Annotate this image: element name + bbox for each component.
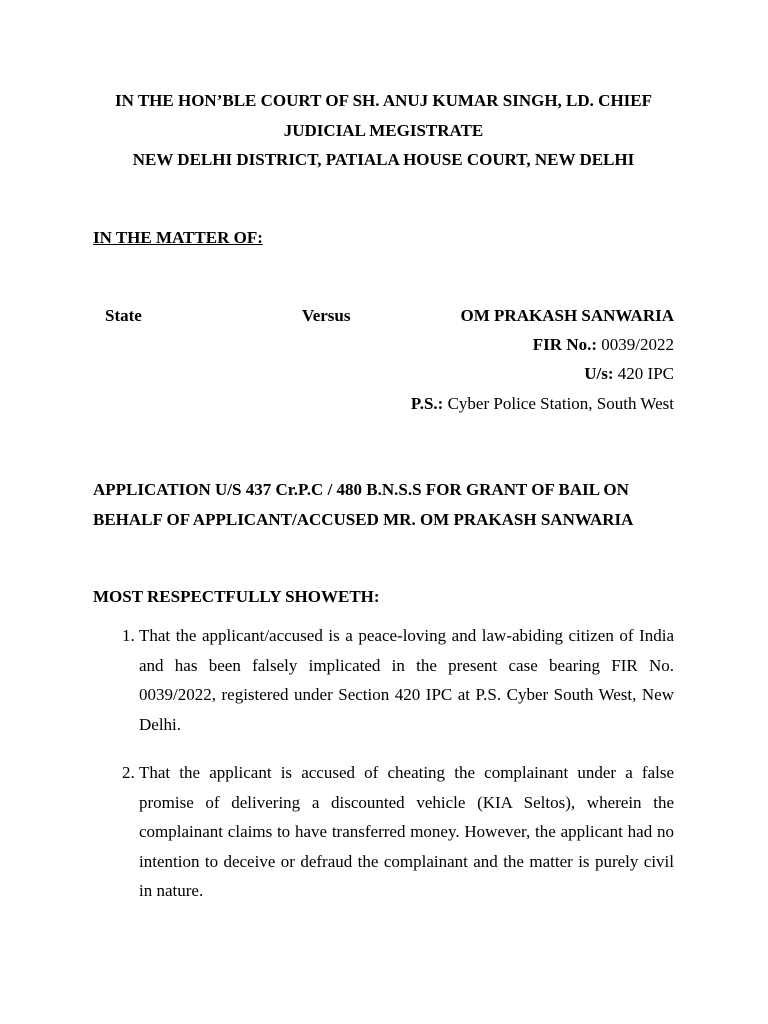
petitioner-name: State — [105, 305, 142, 325]
court-header-line-2: JUDICIAL MEGISTRATE — [283, 120, 484, 140]
application-title-line-2: BEHALF OF APPLICANT/ACCUSED MR. OM PRAKASH SANWARIA — [93, 509, 634, 529]
police-station-line — [93, 389, 674, 419]
section-value: 420 IPC — [613, 364, 674, 383]
paragraph-item: 2. That the applicant is accused of cheating the complainant under a false promise of delivering a discounted vehicle (KIA Seltos), wherein the complainant claims to have transferred money. However, the applicant had no intention to deceive or defraud the complainant and the matter is purely civil in nature. — [139, 758, 674, 906]
court-header-line-1: IN THE HON’BLE COURT OF SH. ANUJ KUMAR SINGH, LD. CHIEF — [114, 91, 653, 110]
police-station-label: P.S.: — [410, 393, 444, 413]
application-title-line-1: APPLICATION U/S 437 Cr.P.C / 480 B.N.S.S FOR GRANT OF BAIL ON — [93, 480, 629, 499]
versus-label: Versus — [302, 305, 351, 325]
paragraph-list — [93, 621, 674, 906]
parties-row — [93, 301, 674, 330]
matter-heading: IN THE MATTER OF: — [93, 227, 263, 247]
court-header-line-3: NEW DELHI DISTRICT, PATIALA HOUSE COURT, NEW DELHI — [132, 150, 635, 169]
paragraph-item: 1. That the applicant/accused is a peace-loving and law-abiding citizen of India and has been falsely implicated in the present case bearing FIR No. 0039/2022, registered under Section 420 IPC at P.S. Cyber South West, New Delhi. — [139, 621, 674, 739]
court-header — [93, 86, 674, 175]
section-line — [93, 359, 674, 389]
fir-value: 0039/2022 — [597, 334, 674, 354]
application-title — [93, 475, 674, 534]
document-page — [93, 86, 674, 925]
fir-label: FIR No.: — [532, 334, 598, 354]
section-label: U/s: — [584, 364, 614, 383]
showeth-heading: MOST RESPECTFULLY SHOWETH: — [93, 587, 380, 606]
fir-line — [93, 330, 674, 360]
accused-name: OM PRAKASH SANWARIA — [460, 305, 674, 325]
police-station-value: Cyber Police Station, South West — [443, 393, 674, 413]
